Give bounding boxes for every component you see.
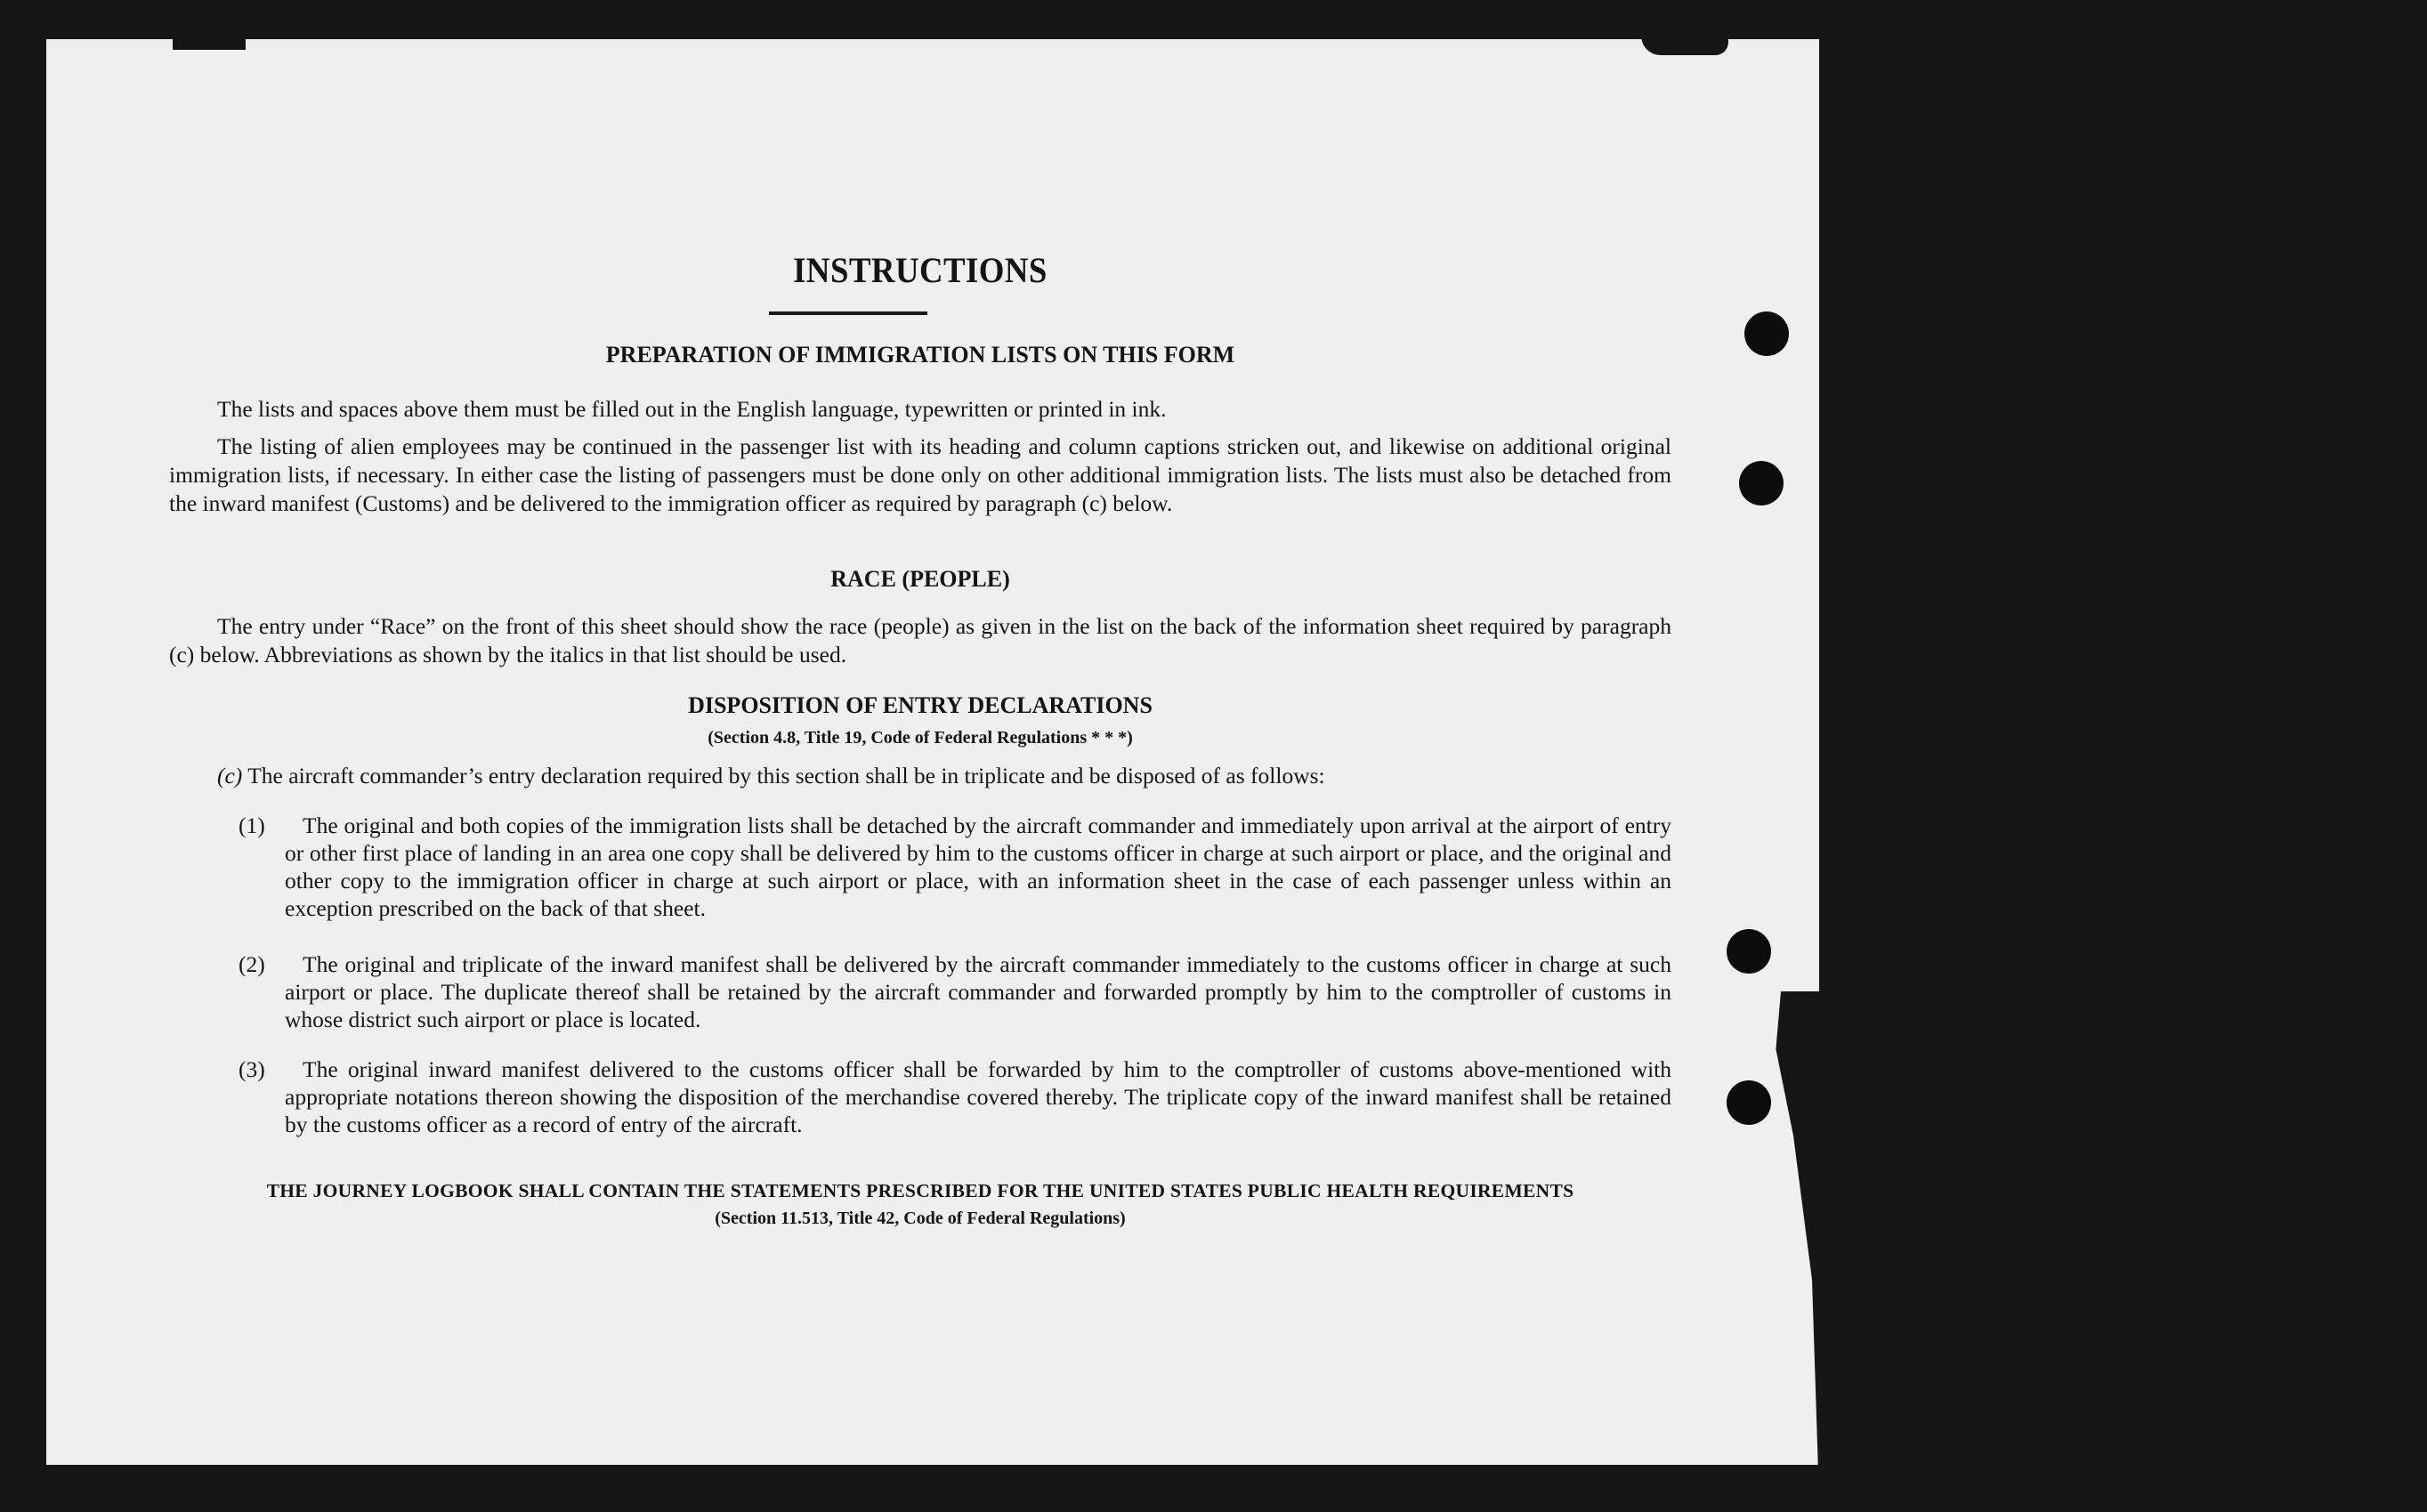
paragraph-race-entry: The entry under “Race” on the front of this sheet should show the race (people) as given in the list on the back of the information sheet required by paragraph (c) below. Abbreviations as shown by the italics in that list should be used. (169, 613, 1671, 667)
clause-2 (239, 950, 1671, 1033)
document-page (46, 39, 1819, 1465)
clause-1 (239, 812, 1671, 922)
clause-number: (3) (239, 1056, 265, 1082)
section-heading-race: RACE (PEOPLE) (830, 566, 1010, 592)
footer-statement: THE JOURNEY LOGBOOK SHALL CONTAIN THE STATEMENTS PRESCRIBED FOR THE UNITED STATES PUBLIC HEALTH REQUIREMENTS (266, 1180, 1574, 1201)
binder-hole-4 (1727, 1080, 1771, 1125)
clause-number: (1) (239, 813, 265, 838)
paragraph-alien-employees: The listing of alien employees may be continued in the passenger list with its heading and column captions stricken out, and likewise on additional original immigration lists, if necessary. In either case the listing of passengers must be done only on other additional immigration lists. The lists must also be detached from the inward manifest (Customs) and be delivered to the immigration officer as required by paragraph (c) below. (169, 433, 1671, 516)
torn-edge-right (1762, 991, 1824, 1472)
binder-hole-3 (1727, 929, 1771, 974)
clause-3 (239, 1055, 1671, 1138)
disposition-citation: (Section 4.8, Title 19, Code of Federal Regulations * * *) (708, 728, 1133, 748)
section-heading-preparation: PREPARATION OF IMMIGRATION LISTS ON THIS FORM (605, 342, 1235, 368)
torn-edge-top-left (173, 36, 246, 50)
paragraph-c-intro (217, 762, 1719, 790)
paragraph-lists-language: The lists and spaces above them must be filled out in the English language, typewritten or printed in ink. (217, 396, 1167, 422)
torn-edge-top-right (1641, 36, 1728, 55)
paragraph-c-text: The aircraft commander’s entry declaration required by this section shall be in triplicate and be disposed of as follows: (247, 763, 1325, 788)
section-heading-disposition: DISPOSITION OF ENTRY DECLARATIONS (688, 692, 1153, 718)
paragraph-label: (c) (217, 763, 243, 788)
clause-text: The original and both copies of the immigration lists shall be detached by the aircraft commander and immediately upon arrival at the airport of entry or other first place of landing in an area one copy shall be delivered by him to the customs officer in charge at such airport or place, and the original and other copy to the immigration officer in charge at such airport or place, with an information sheet in the case of each passenger unless within an exception prescribed on the back of that sheet. (285, 813, 1671, 921)
clause-text: The original and triplicate of the inward manifest shall be delivered by the aircraft commander immediately to the customs officer in charge at such airport or place. The duplicate thereof shall be retained by the aircraft commander and forwarded promptly by him to the comptroller of customs in whose district such airport or place is located. (285, 951, 1671, 1032)
clause-text: The original inward manifest delivered to the customs officer shall be forwarded by him to the comptroller of customs above-mentioned with appropriate notations thereon showing the disposition of the merchandise covered thereby. The triplicate copy of the inward manifest shall be retained by the customs officer as a record of entry of the aircraft. (285, 1056, 1671, 1137)
page-title: INSTRUCTIONS (793, 250, 1048, 290)
binder-hole-2 (1739, 461, 1784, 505)
title-underline (769, 311, 927, 315)
clause-number: (2) (239, 951, 265, 977)
footer-citation: (Section 11.513, Title 42, Code of Federal Regulations) (715, 1209, 1126, 1228)
